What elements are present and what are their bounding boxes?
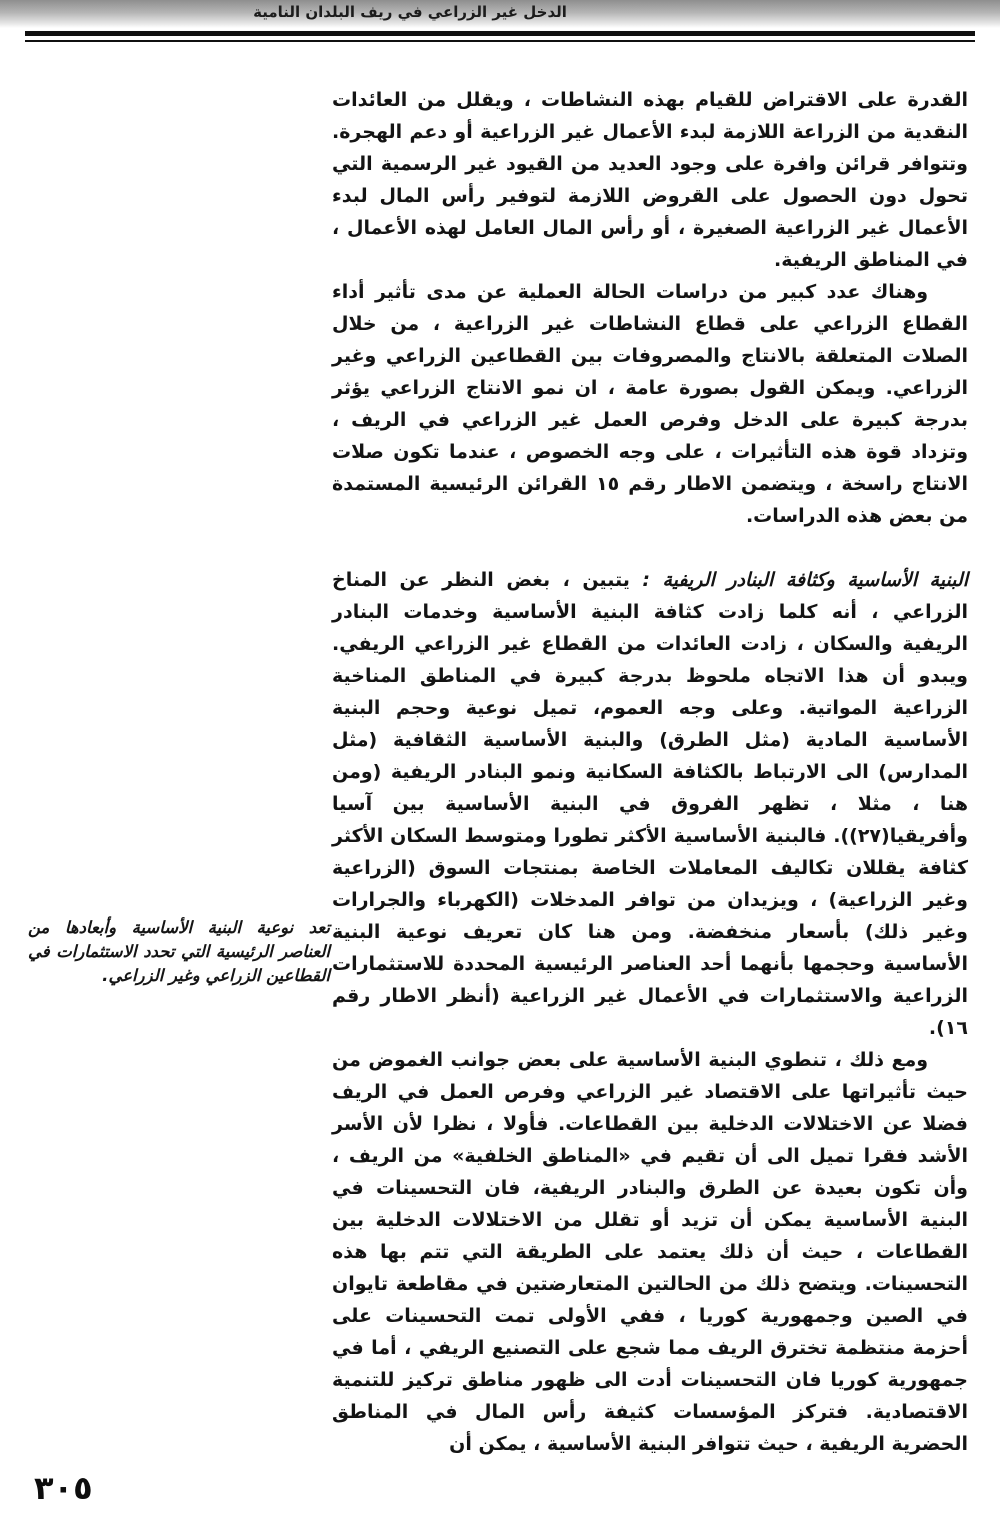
header-rule-thin <box>25 40 975 42</box>
section-lead-heading: البنية الأساسية وكثافة البنادر الريفية : <box>642 569 968 591</box>
page-number: ٣٠٥ <box>34 1469 93 1507</box>
running-head-title: الدخل غير الزراعي في ريف البلدان النامية <box>253 3 567 21</box>
paragraph-credit-constraints: القدرة على الاقتراض للقيام بهذه النشاطات ، ويقلل من العائدات النقدية من الزراعة اللازمة لبدء الأعمال غير الزراعية أو دعم الهجرة. وتتوافر قرائن وافرة على وجود العديد من القيود غير الرسمية التي تحول دون الحصول على القروض اللازمة لتوفير رأس المال لبدء الأعمال غير الزراعية الصغيرة ، أو رأس المال العامل لهذه الأعمال ، في المناطق الريفية. <box>332 89 968 271</box>
paragraph-case-studies: وهناك عدد كبير من دراسات الحالة العملية عن مدى تأثير أداء القطاع الزراعي على قطاع النشاطات غير الزراعية ، من خلال الصلات المتعلقة بالانتاج والمصروفات بين القطاعين الزراعي وغير الزراعي. ويمكن القول بصورة عامة ، ان نمو الانتاج الزراعي يؤثر بدرجة كبيرة على الدخل وفرص العمل غير الزراعي في الريف ، وتزداد قوة هذه التأثيرات ، على وجه الخصوص ، عندما تكون صلات الانتاج راسخة ، ويتضمن الاطار رقم ١٥ القرائن الرئيسية المستمدة من بعض هذه الدراسات. <box>332 281 968 527</box>
paragraph-infrastructure-section <box>332 564 968 1044</box>
margin-pull-quote: تعد نوعية البنية الأساسية وأبعادها من العناصر الرئيسية التي تحدد الاستثمارات في القطاعين الزراعي وغير الزراعي. <box>28 918 330 985</box>
main-text-column <box>332 84 968 1460</box>
section-body-text: يتبين ، بغض النظر عن المناخ الزراعي ، أنه كلما زادت كثافة البنية الأساسية وخدمات البنادر الريفية والسكان ، زادت العائدات من القطاع غير الزراعي الريفي. ويبدو أن هذا الاتجاه ملحوظ بدرجة كبيرة في المناطق المناخية الزراعية المواتية. وعلى وجه العموم، تميل نوعية وحجم البنية الأساسية المادية (مثل الطرق) والبنية الأساسية الثقافية (مثل المدارس) الى الارتباط بالكثافة السكانية ونمو البنادر الريفية (ومن هنا ، مثلا ، تظهر الفروق في البنية الأساسية بين آسيا وأفريقيا(٢٧)). فالبنية الأساسية الأكثر تطورا ومتوسط السكان الأكثر كثافة يقللان تكاليف المعاملات الخاصة بمنتجات السوق (الزراعية وغير الزراعية) ، ويزيدان من توافر المدخلات (الكهرباء والجرارات وغير ذلك) بأسعار منخفضة. ومن هنا كان تعريف نوعية البنية الأساسية وحجمها بأنهما أحد العناصر الرئيسية المحددة للاستثمارات الزراعية والاستثمارات في الأعمال غير الزراعية (أنظر الاطار رقم ١٦). <box>332 569 968 1039</box>
header-rule-thick <box>25 31 975 36</box>
paragraph-infrastructure-ambiguity: ومع ذلك ، تنطوي البنية الأساسية على بعض جوانب الغموض من حيث تأثيراتها على الاقتصاد غير الزراعي وفرص العمل في الريف فضلا عن الاختلالات الدخلية بين القطاعات. فأولا ، نظرا لأن الأسر الأشد فقرا تميل الى أن تقيم في «المناطق الخلفية» من الريف ، وأن تكون بعيدة عن الطرق والبنادر الريفية، فان التحسينات في البنية الأساسية يمكن أن تزيد أو تقلل من الاختلالات الدخلية بين القطاعات ، حيث أن ذلك يعتمد على الطريقة التي تتم بها هذه التحسينات. ويتضح ذلك من الحالتين المتعارضتين في مقاطعة تايوان في الصين وجمهورية كوريا ، ففي الأولى تمت التحسينات على أحزمة منتظمة تخترق الريف مما شجع على التصنيع الريفي ، أما في جمهورية كوريا فان التحسينات أدت الى ظهور مناطق تركيز للتنمية الاقتصادية. فتركز المؤسسات كثيفة رأس المال في المناطق الحضرية الريفية ، حيث تتوافر البنية الأساسية ، يمكن أن <box>332 1049 968 1455</box>
